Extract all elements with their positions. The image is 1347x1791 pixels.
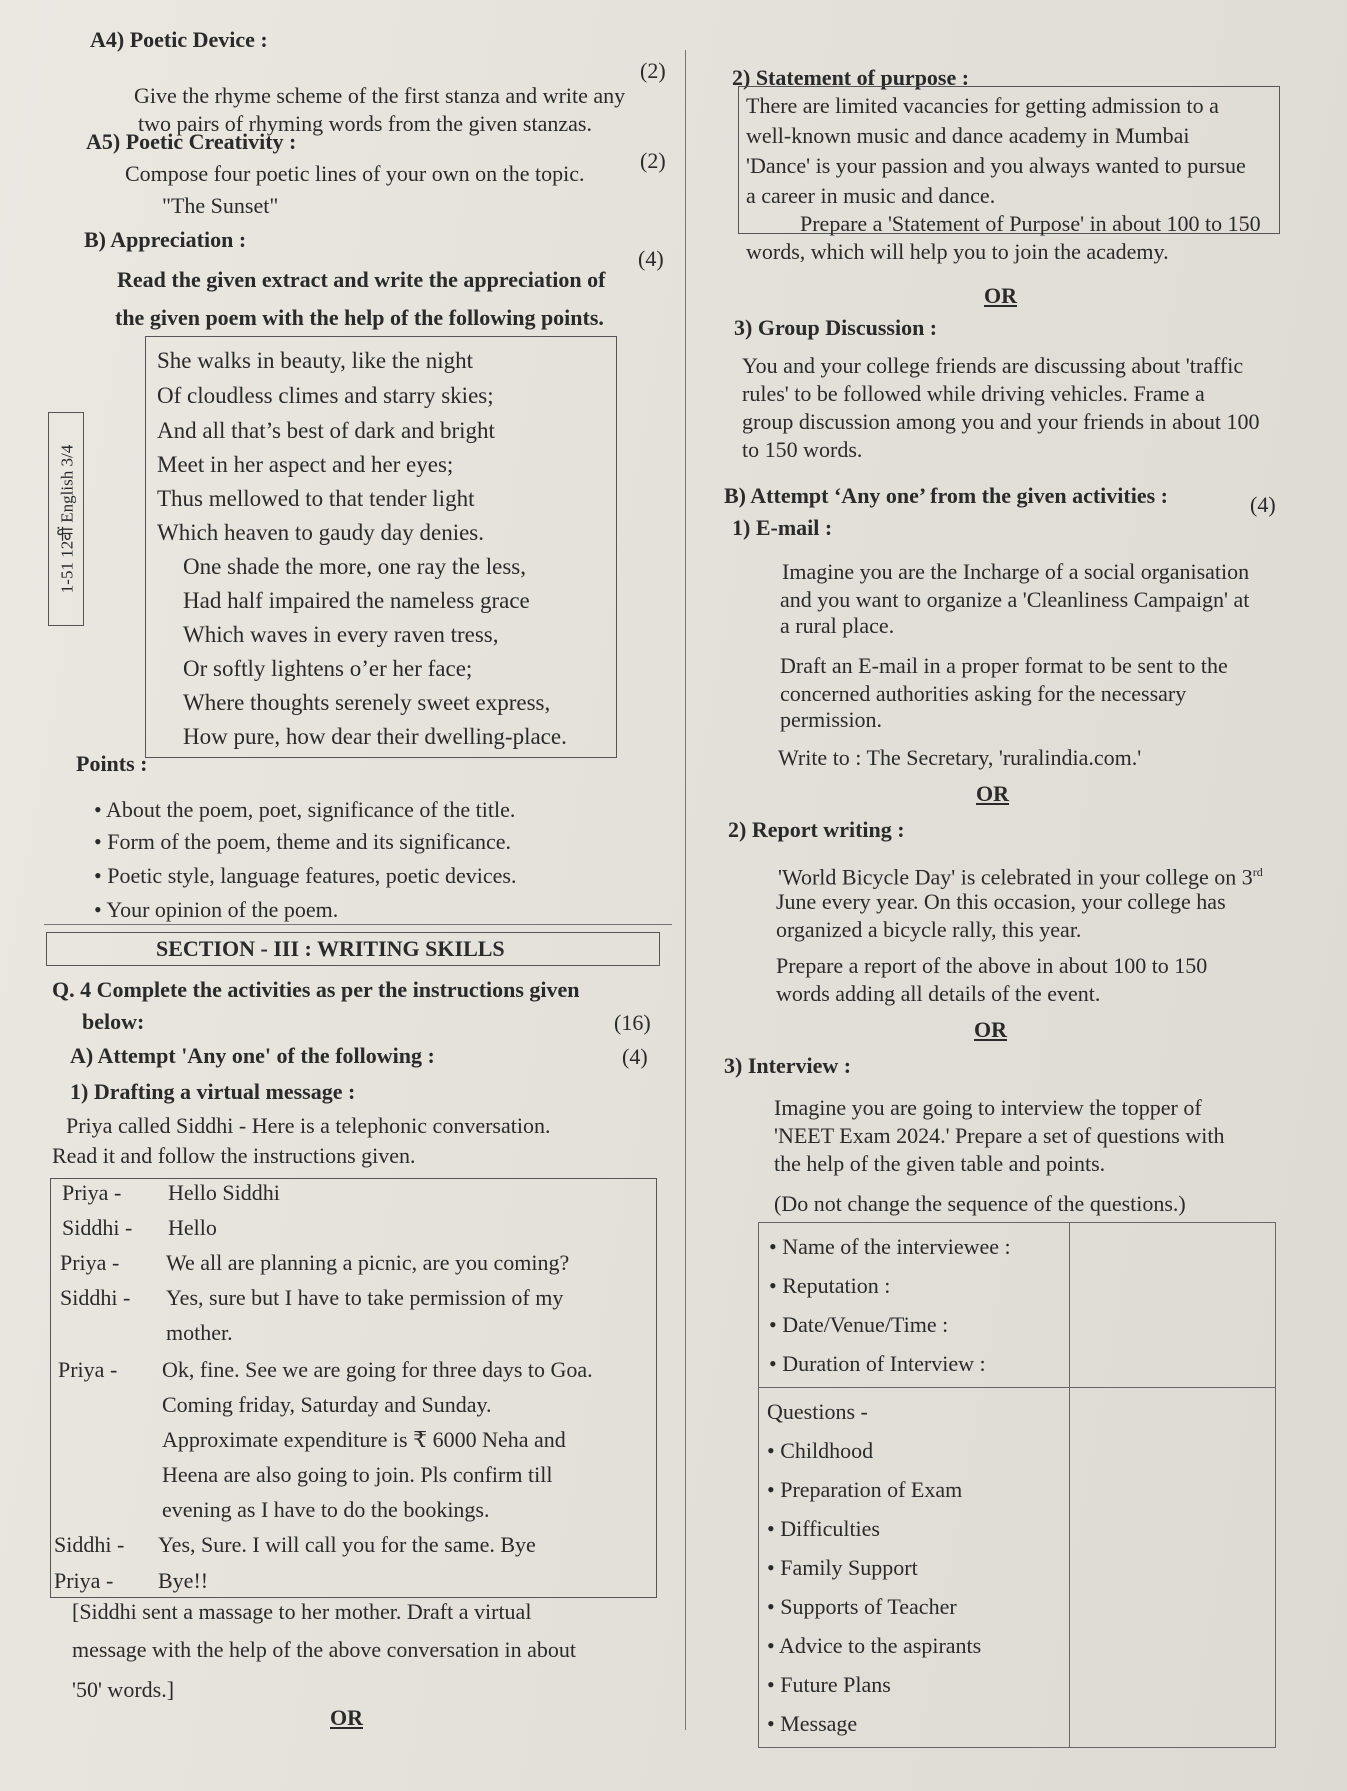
conversation-text: Yes, Sure. I will call you for the same. Bye bbox=[158, 1532, 536, 1557]
poem-line: Which waves in every raven tress, bbox=[183, 622, 499, 647]
poem-line: She walks in beauty, like the night bbox=[157, 348, 473, 373]
poem-line: How pure, how dear their dwelling-place. bbox=[183, 724, 567, 749]
sop-box-line: 'Dance' is your passion and you always wanted to pursue bbox=[746, 153, 1246, 178]
b-activities-mark: (4) bbox=[1250, 492, 1276, 517]
table-item: • Preparation of Exam bbox=[767, 1470, 1059, 1509]
poem-line: Which heaven to gaudy day denies. bbox=[157, 520, 484, 545]
table-item: • Childhood bbox=[767, 1431, 1059, 1470]
report-title: 2) Report writing : bbox=[728, 817, 905, 842]
conversation-speaker: Priya - bbox=[58, 1357, 118, 1382]
sop-title: 2) Statement of purpose : bbox=[732, 65, 970, 90]
sop-line1: Prepare a 'Statement of Purpose' in about 100 to 150 bbox=[800, 211, 1261, 236]
report-line: words adding all details of the event. bbox=[776, 981, 1101, 1006]
report-line-text: 'World Bicycle Day' is celebrated in your college on 3 bbox=[778, 864, 1253, 890]
report-line: organized a bicycle rally, this year. bbox=[776, 917, 1082, 942]
a5-line1: Compose four poetic lines of your own on the topic. bbox=[125, 161, 585, 186]
a5-title: A5) Poetic Creativity : bbox=[86, 129, 297, 154]
gd-line: rules' to be followed while driving vehicles. Frame a bbox=[742, 381, 1205, 406]
conversation-text: Approximate expenditure is ₹ 6000 Neha and bbox=[162, 1427, 566, 1452]
qa1-title: 1) Drafting a virtual message : bbox=[70, 1079, 356, 1104]
points-title: Points : bbox=[76, 751, 148, 776]
table-cell bbox=[759, 1388, 1070, 1748]
qa-title: A) Attempt 'Any one' of the following : bbox=[70, 1043, 435, 1068]
conversation-speaker: Priya - bbox=[54, 1568, 114, 1593]
poem-line: Meet in her aspect and her eyes; bbox=[157, 452, 454, 477]
table-heading: Questions - bbox=[767, 1399, 868, 1424]
interview-line: Imagine you are going to interview the topper of bbox=[774, 1095, 1202, 1120]
interview-title: 3) Interview : bbox=[724, 1053, 852, 1078]
email-line: Imagine you are the Incharge of a social organisation bbox=[782, 559, 1250, 584]
table-item: • Message bbox=[767, 1704, 1059, 1743]
b-title: B) Appreciation : bbox=[84, 227, 247, 252]
sop-box-line: There are limited vacancies for getting admission to a bbox=[746, 93, 1219, 118]
sop-line2: words, which will help you to join the academy. bbox=[746, 239, 1169, 264]
poem-line: Or softly lightens o’er her face; bbox=[183, 656, 473, 681]
table-item: • Reputation : bbox=[769, 1266, 1059, 1305]
point-item: • Form of the poem, theme and its significance. bbox=[94, 828, 511, 856]
gd-title: 3) Group Discussion : bbox=[734, 315, 938, 340]
qa-mark: (4) bbox=[622, 1044, 648, 1069]
poem-line: Thus mellowed to that tender light bbox=[157, 486, 475, 511]
interview-line: the help of the given table and points. bbox=[774, 1151, 1106, 1176]
instruction-line3: '50' words.] bbox=[72, 1677, 175, 1702]
report-line bbox=[778, 858, 1263, 891]
b-activities-title: B) Attempt ‘Any one’ from the given activities : bbox=[724, 483, 1168, 508]
table-row bbox=[759, 1223, 1276, 1388]
interview-note: (Do not change the sequence of the questions.) bbox=[774, 1191, 1186, 1216]
conversation-speaker: Priya - bbox=[62, 1180, 122, 1205]
gd-line: to 150 words. bbox=[742, 437, 863, 462]
a4-title: A4) Poetic Device : bbox=[90, 27, 268, 52]
conversation-speaker: Siddhi - bbox=[54, 1532, 125, 1557]
conversation-text: Hello Siddhi bbox=[168, 1180, 280, 1205]
email-title: 1) E-mail : bbox=[732, 515, 833, 540]
conversation-text: Hello bbox=[168, 1215, 217, 1240]
or-divider: OR bbox=[974, 1017, 1007, 1042]
q4-line2: below: bbox=[82, 1009, 145, 1034]
table-cell bbox=[759, 1223, 1070, 1388]
email-line: concerned authorities asking for the necessary bbox=[780, 681, 1187, 706]
conversation-speaker: Siddhi - bbox=[60, 1285, 131, 1310]
column-divider bbox=[685, 50, 686, 1730]
poem-line: And all that’s best of dark and bright bbox=[157, 418, 495, 443]
a5-line2: "The Sunset" bbox=[162, 193, 279, 218]
instruction-line2: message with the help of the above conversation in about bbox=[72, 1637, 577, 1662]
point-item: • Your opinion of the poem. bbox=[94, 896, 338, 924]
table-item: • Future Plans bbox=[767, 1665, 1059, 1704]
table-item: • Family Support bbox=[767, 1548, 1059, 1587]
a5-mark: (2) bbox=[640, 148, 666, 173]
poem-line: Had half impaired the nameless grace bbox=[183, 588, 530, 613]
table-item: • Advice to the aspirants bbox=[767, 1626, 1059, 1665]
report-line: Prepare a report of the above in about 100 to 150 bbox=[776, 953, 1208, 978]
section-title: SECTION - III : WRITING SKILLS bbox=[156, 936, 505, 961]
b-line2: the given poem with the help of the following points. bbox=[115, 305, 604, 330]
side-label-box bbox=[48, 412, 84, 626]
conversation-text: Coming friday, Saturday and Sunday. bbox=[162, 1392, 492, 1417]
point-item: • About the poem, poet, significance of the title. bbox=[94, 796, 515, 824]
conversation-text: Ok, fine. See we are going for three days to Goa. bbox=[162, 1357, 593, 1382]
qa1-line1: Priya called Siddhi - Here is a telephonic conversation. bbox=[66, 1113, 551, 1138]
q4-mark: (16) bbox=[614, 1010, 651, 1035]
conversation-text: evening as I have to do the bookings. bbox=[162, 1497, 490, 1522]
table-cell-blank bbox=[1070, 1388, 1276, 1748]
b-mark: (4) bbox=[638, 246, 664, 271]
instruction-line1: [Siddhi sent a massage to her mother. Draft a virtual bbox=[72, 1599, 532, 1624]
b-line1: Read the given extract and write the appreciation of bbox=[117, 267, 606, 292]
or-divider: OR bbox=[984, 283, 1017, 308]
email-line: Draft an E-mail in a proper format to be sent to the bbox=[780, 653, 1228, 678]
table-item: • Date/Venue/Time : bbox=[769, 1305, 1059, 1344]
table-item: • Duration of Interview : bbox=[769, 1344, 1059, 1383]
report-line: June every year. On this occasion, your college has bbox=[776, 889, 1226, 914]
qa1-line2: Read it and follow the instructions given. bbox=[52, 1143, 416, 1168]
sop-box-line: a career in music and dance. bbox=[746, 183, 996, 208]
conversation-text: mother. bbox=[166, 1320, 233, 1345]
poem-line: One shade the more, one ray the less, bbox=[183, 554, 526, 579]
interview-line: 'NEET Exam 2024.' Prepare a set of questions with bbox=[774, 1123, 1225, 1148]
section-rule bbox=[44, 924, 672, 925]
table-cell-blank bbox=[1070, 1223, 1276, 1388]
interview-table bbox=[758, 1222, 1276, 1748]
email-line: permission. bbox=[780, 707, 883, 732]
email-write-to: Write to : The Secretary, 'ruralindia.com.' bbox=[778, 745, 1142, 770]
gd-line: You and your college friends are discussing about 'traffic bbox=[742, 353, 1244, 378]
email-line: a rural place. bbox=[780, 613, 895, 638]
point-item: • Poetic style, language features, poetic devices. bbox=[94, 862, 517, 890]
or-divider: OR bbox=[330, 1705, 363, 1730]
side-label: 1-51 12वीं English 3/4 bbox=[57, 444, 77, 594]
conversation-text: Yes, sure but I have to take permission of my bbox=[166, 1285, 564, 1310]
a4-mark: (2) bbox=[640, 58, 666, 83]
table-row bbox=[759, 1388, 1276, 1748]
poem-line: Where thoughts serenely sweet express, bbox=[183, 690, 551, 715]
conversation-speaker: Priya - bbox=[60, 1250, 120, 1275]
gd-line: group discussion among you and your friends in about 100 bbox=[742, 409, 1260, 434]
table-item: • Difficulties bbox=[767, 1509, 1059, 1548]
conversation-speaker: Siddhi - bbox=[62, 1215, 133, 1240]
conversation-text: Heena are also going to join. Pls confirm till bbox=[162, 1462, 553, 1487]
table-item: • Supports of Teacher bbox=[767, 1587, 1059, 1626]
a4-line2: two pairs of rhyming words from the given stanzas. bbox=[138, 111, 592, 136]
poem-line: Of cloudless climes and starry skies; bbox=[157, 383, 494, 408]
conversation-text: We all are planning a picnic, are you coming? bbox=[166, 1250, 570, 1275]
sop-box-line: well-known music and dance academy in Mumbai bbox=[746, 123, 1190, 148]
q4-line1: Q. 4 Complete the activities as per the instructions given bbox=[52, 977, 580, 1002]
email-line: and you want to organize a 'Cleanliness Campaign' at bbox=[780, 587, 1250, 612]
conversation-text: Bye!! bbox=[158, 1568, 209, 1593]
a4-line1: Give the rhyme scheme of the first stanza and write any bbox=[134, 83, 626, 108]
table-item: • Name of the interviewee : bbox=[769, 1227, 1059, 1266]
report-line-sup: rd bbox=[1252, 865, 1263, 879]
or-divider: OR bbox=[976, 781, 1009, 806]
